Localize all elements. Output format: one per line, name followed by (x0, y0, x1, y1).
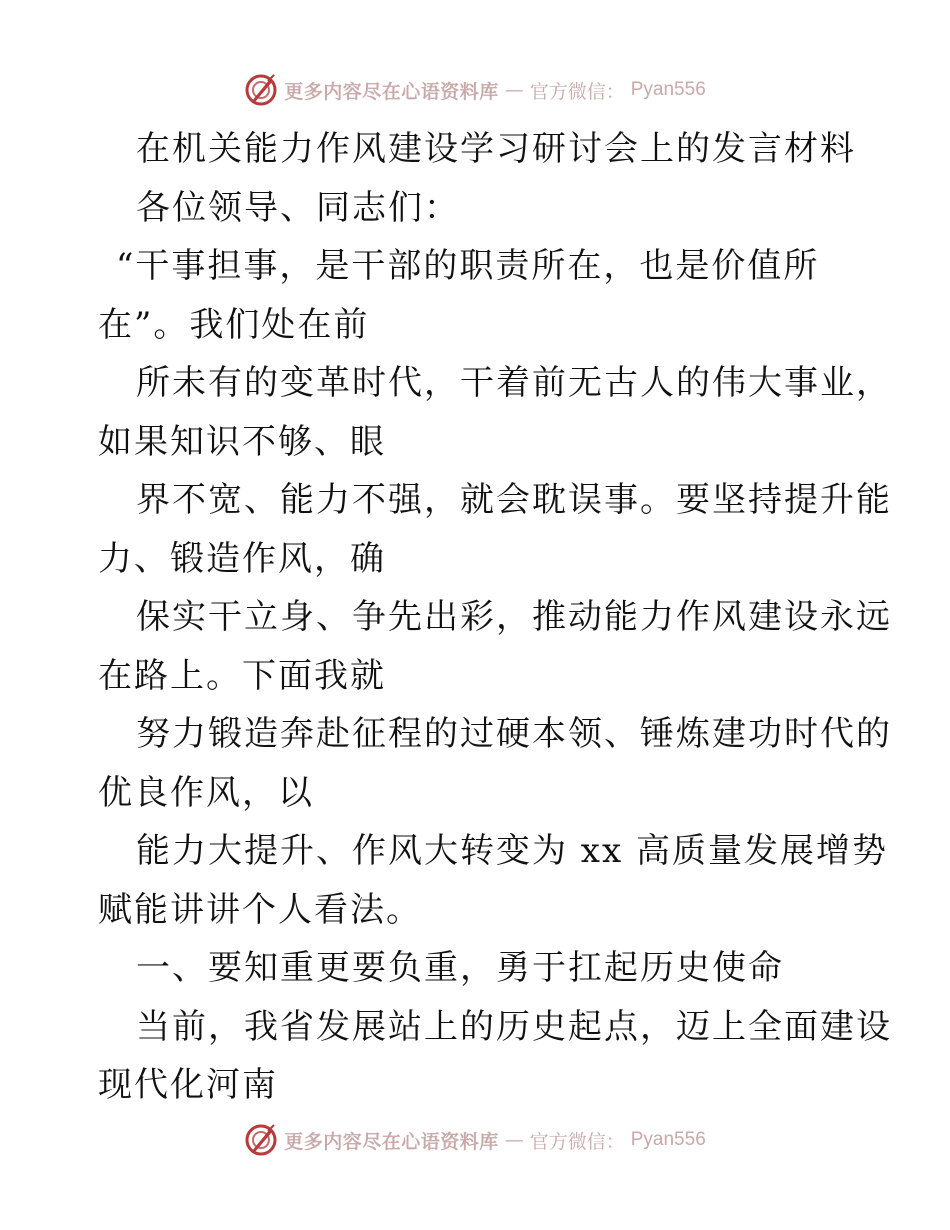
banner-wechat-id: Pyan556 (630, 1129, 706, 1150)
document-body (98, 120, 892, 1115)
section-heading: 一、要知重更要负重，勇于扛起历史使命 (136, 948, 784, 988)
paragraph-line: 在”。我们处在前 (98, 304, 370, 345)
banner-sub-text: 官方微信： (529, 1130, 625, 1153)
paragraph-line: “干事担事，是干部的职责所在，也是价值所 (116, 246, 820, 286)
banner-main-text: 更多内容尽在心语资料库 (284, 80, 499, 103)
document-title: 在机关能力作风建设学习研讨会上的发言材料 (136, 129, 856, 169)
paragraph-line: 现代化河南 (98, 1065, 278, 1105)
paragraph-line: 所未有的变革时代，干着前无古人的伟大事业， (136, 363, 892, 403)
paragraph-line: 保实干立身、争先出彩，推动能力作风建设永远 (136, 597, 892, 637)
paragraph-line: 能力大提升、作风大转变为 xx 高质量发展增势 (136, 831, 888, 871)
paragraph-line: 在路上。下面我就 (98, 655, 386, 696)
paragraph-line: 优良作风，以 (98, 772, 314, 813)
paragraph-line: 赋能讲讲个人看法。 (98, 889, 422, 930)
banner-wechat-id: Pyan556 (630, 79, 706, 100)
paragraph-line: 当前，我省发展站上的历史起点，迈上全面建设 (136, 1006, 892, 1047)
paragraph-line: 力、锻造作风，确 (98, 538, 386, 579)
footer-banner (0, 1120, 950, 1160)
salutation: 各位领导、同志们： (136, 187, 460, 228)
quill-pen-logo-icon (244, 73, 278, 107)
banner-sub-text: 官方微信： (529, 80, 625, 103)
quill-pen-logo-icon (244, 1123, 278, 1157)
paragraph-line: 努力锻造奔赴征程的过硬本领、锤炼建功时代的 (136, 714, 892, 754)
banner-dash: — (504, 1129, 524, 1151)
paragraph-line: 如果知识不够、眼 (98, 421, 386, 462)
banner-dash: — (504, 79, 524, 101)
banner-main-text: 更多内容尽在心语资料库 (284, 1130, 499, 1153)
paragraph-line: 界不宽、能力不强，就会耽误事。要坚持提升能 (136, 480, 892, 520)
header-banner (0, 70, 950, 110)
